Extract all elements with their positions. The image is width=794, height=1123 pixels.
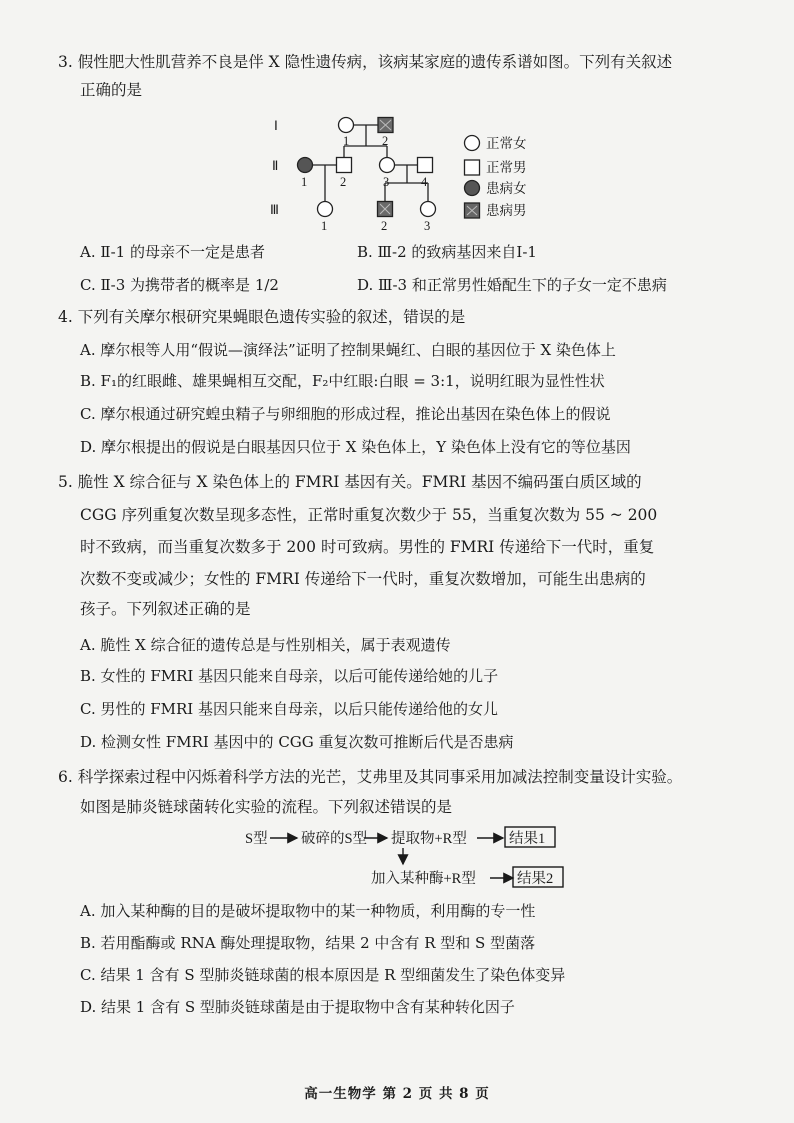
gen-label-II: Ⅱ xyxy=(272,158,279,173)
legend-affected-male: 患病男 xyxy=(486,203,527,218)
q5-option-B: B. 女性的 FMRI 基因只能来自母亲，以后可能传递给她的儿子 xyxy=(80,667,499,685)
II4-normal-male xyxy=(418,158,433,173)
q5-option-A: A. 脆性 X 综合征的遗传总是与性别相关，属于表观遗传 xyxy=(80,636,451,654)
q6-option-D: D. 结果 1 含有 S 型肺炎链球菌是由于提取物中含有某种转化因子 xyxy=(80,998,515,1016)
legend-normal-female: 正常女 xyxy=(486,136,527,151)
flow-enzyme-r: 加入某种酶+R型 xyxy=(371,871,476,887)
II1-affected-female xyxy=(298,158,313,173)
flow-extract-r: 提取物+R型 xyxy=(391,831,467,847)
pedigree-chart xyxy=(270,108,720,238)
q5-option-D: D. 检测女性 FMRI 基因中的 CGG 重复次数可推断后代是否患病 xyxy=(80,733,514,751)
num-I2: 2 xyxy=(382,134,389,148)
num-II4: 4 xyxy=(421,175,428,189)
num-I1: 1 xyxy=(343,134,350,148)
q4-option-D: D. 摩尔根提出的假说是白眼基因只位于 X 染色体上，Y 染色体上没有它的等位基因 xyxy=(80,438,631,456)
q3-option-A: A. Ⅱ-1 的母亲不一定是患者 xyxy=(80,243,265,261)
q3-option-D: D. Ⅲ-3 和正常男性婚配生下的子女一定不患病 xyxy=(357,276,667,294)
q6-option-C: C. 结果 1 含有 S 型肺炎链球菌的根本原因是 R 型细菌发生了染色体变异 xyxy=(80,966,566,984)
flow-broken-s: 破碎的S型 xyxy=(301,831,368,847)
q3-option-B: B. Ⅲ-2 的致病基因来自Ⅰ-1 xyxy=(357,243,537,261)
I2-affected-male xyxy=(378,118,393,133)
q3-stem-line1: 3. 假性肥大性肌营养不良是伴 X 隐性遗传病，该病某家庭的遗传系谱如图。下列有关叙述 xyxy=(58,53,673,71)
legend-affected-female-icon xyxy=(465,181,480,196)
q5-stem-line4: 次数不变或减少；女性的 FMRI 传递给下一代时，重复次数增加，可能生出患病的 xyxy=(80,570,646,588)
gen-label-I: Ⅰ xyxy=(274,118,278,133)
q4-option-C: C. 摩尔根通过研究蝗虫精子与卵细胞的形成过程，推论出基因在染色体上的假说 xyxy=(80,405,611,423)
transformation-flowchart xyxy=(245,826,575,894)
q4-option-A: A. 摩尔根等人用“假说—演绎法”证明了控制果蝇红、白眼的基因位于 X 染色体上 xyxy=(80,341,616,359)
q4-option-B: B. F₁的红眼雌、雄果蝇相互交配，F₂中红眼:白眼 = 3:1，说明红眼为显性性状 xyxy=(80,372,605,390)
num-III1: 1 xyxy=(321,219,328,233)
I1-normal-female xyxy=(339,118,354,133)
page-footer: 高一生物学 第 2 页 共 8 页 xyxy=(304,1086,490,1102)
q5-stem-line2: CGG 序列重复次数呈现多态性，正常时重复次数少于 55，当重复次数为 55 ~ 200 xyxy=(80,506,658,524)
q3-option-C: C. Ⅱ-3 为携带者的概率是 1/2 xyxy=(80,276,279,294)
q5-stem-line5: 孩子。下列叙述正确的是 xyxy=(80,600,251,618)
III3-normal-female xyxy=(421,202,436,217)
num-III2: 2 xyxy=(381,219,388,233)
q5-stem-line1: 5. 脆性 X 综合征与 X 染色体上的 FMRI 基因有关。FMRI 基因不编码蛋白质区域的 xyxy=(58,473,642,491)
flow-result2: 结果2 xyxy=(517,871,554,887)
II3-normal-female xyxy=(380,158,395,173)
q5-stem-line3: 时不致病，而当重复次数多于 200 时可致病。男性的 FMRI 传递给下一代时，重复 xyxy=(80,538,655,556)
flow-s-type: S型 xyxy=(245,831,268,847)
q3-stem-line2: 正确的是 xyxy=(80,81,143,99)
legend-normal-female-icon xyxy=(465,136,480,151)
q6-option-B: B. 若用酯酶或 RNA 酶处理提取物，结果 2 中含有 R 型和 S 型菌落 xyxy=(80,934,536,952)
num-II3: 3 xyxy=(383,175,390,189)
III2-affected-male xyxy=(378,202,393,217)
num-III3: 3 xyxy=(424,219,431,233)
q4-stem: 4. 下列有关摩尔根研究果蝇眼色遗传实验的叙述，错误的是 xyxy=(58,308,466,326)
num-II2: 2 xyxy=(340,175,347,189)
q6-option-A: A. 加入某种酶的目的是破坏提取物中的某一种物质，利用酶的专一性 xyxy=(80,902,536,920)
gen-label-III: Ⅲ xyxy=(270,202,279,217)
legend-normal-male-icon xyxy=(465,160,480,175)
flow-result1: 结果1 xyxy=(509,831,546,847)
q5-option-C: C. 男性的 FMRI 基因只能来自母亲，以后只能传递给他的女儿 xyxy=(80,700,499,718)
q6-stem-line1: 6. 科学探索过程中闪烁着科学方法的光芒，艾弗里及其同事采用加减法控制变量设计实验。 xyxy=(58,768,683,786)
q6-stem-line2: 如图是肺炎链球菌转化实验的流程。下列叙述错误的是 xyxy=(80,798,453,816)
III1-normal-female xyxy=(318,202,333,217)
legend-affected-female: 患病女 xyxy=(486,181,527,196)
II2-normal-male xyxy=(337,158,352,173)
legend-normal-male: 正常男 xyxy=(486,160,527,175)
num-II1: 1 xyxy=(301,175,308,189)
